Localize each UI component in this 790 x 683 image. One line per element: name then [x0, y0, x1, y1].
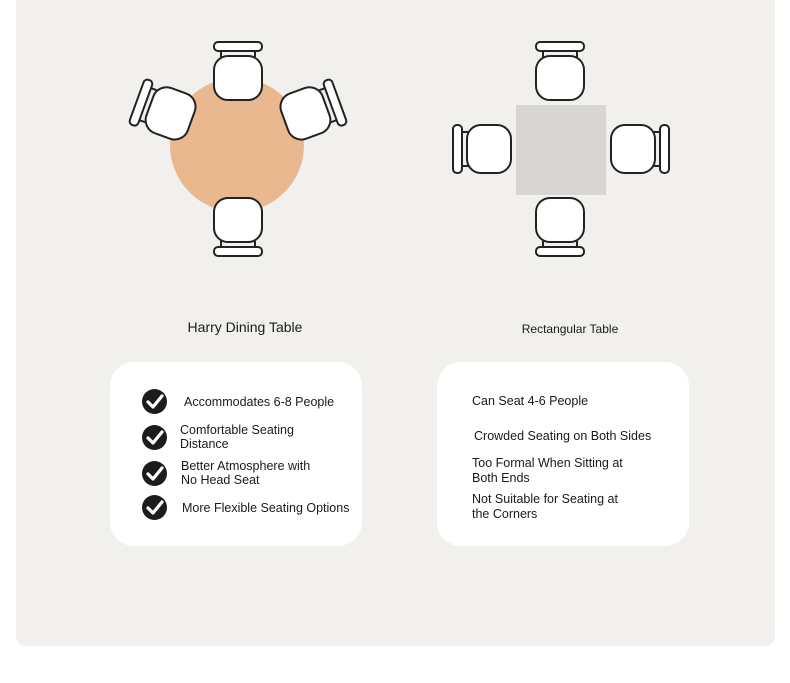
- table-diagrams: [0, 0, 790, 270]
- round-table-benefits-card: [110, 362, 362, 546]
- chair-top-rect-table: [536, 42, 584, 100]
- benefit-text: Better Atmosphere with No Head Seat: [181, 459, 311, 487]
- benefit-text: Comfortable Seating Distance: [180, 423, 294, 451]
- rect-table-title: Rectangular Table: [521, 322, 619, 336]
- benefit-text: Accommodates 6-8 People: [184, 394, 335, 409]
- chair-left-rect-table: [453, 125, 511, 173]
- benefit-item: [142, 423, 315, 451]
- drawback-text: Can Seat 4-6 People: [472, 394, 589, 408]
- chair-top-left-table: [214, 42, 262, 100]
- check-icon: [142, 425, 167, 450]
- check-icon: [142, 461, 167, 486]
- rect-table-drawbacks-card: [437, 362, 689, 546]
- chair-bottom-left-table: [214, 198, 262, 256]
- benefit-item: [142, 389, 334, 414]
- chair-bottom-rect-table: [536, 198, 584, 256]
- check-icon: [142, 389, 167, 414]
- rect-table: [516, 105, 606, 195]
- round-table-group: [129, 42, 348, 256]
- drawback-text: Too Formal When Sitting at Both Ends: [472, 456, 623, 485]
- check-icon: [142, 495, 167, 520]
- benefit-item: [142, 495, 349, 520]
- benefit-text: More Flexible Seating Options: [182, 500, 350, 515]
- round-table-title: Harry Dining Table: [187, 319, 303, 335]
- drawback-text: Crowded Seating on Both Sides: [474, 429, 652, 443]
- drawback-text: Not Suitable for Seating at the Corners: [472, 492, 618, 521]
- benefit-item: [142, 459, 326, 487]
- rect-table-group: [453, 42, 669, 256]
- chair-right-rect-table: [611, 125, 669, 173]
